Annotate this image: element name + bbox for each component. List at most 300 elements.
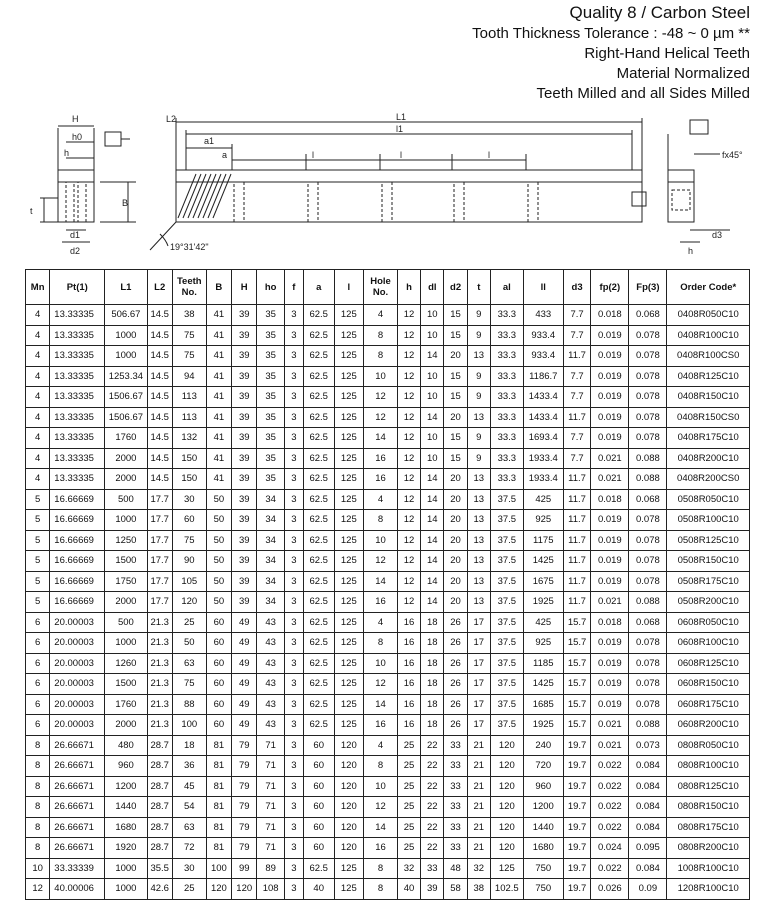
table-cell: 88 [172,694,206,715]
table-cell: 14.5 [147,387,172,408]
table-cell: 3 [284,346,303,367]
table-cell: 12 [397,510,420,531]
table-row [26,305,750,326]
table-cell: 1506.67 [105,387,147,408]
table-cell: 62.5 [303,633,334,654]
table-cell: 3 [284,653,303,674]
table-cell: 1000 [105,879,147,900]
table-cell: 43 [257,715,284,736]
table-cell: 0.068 [629,612,667,633]
column-header: L2 [147,270,172,305]
table-cell: 125 [334,366,364,387]
table-cell: 10 [364,776,398,797]
table-cell: 0.084 [629,756,667,777]
table-cell: 1253.34 [105,366,147,387]
table-cell: 18 [421,715,444,736]
column-header: Fp(3) [629,270,667,305]
table-cell: 5 [26,592,50,613]
table-cell: 3 [284,551,303,572]
table-cell: 33 [444,817,467,838]
table-cell: 16 [364,592,398,613]
table-cell: 125 [334,407,364,428]
table-cell: 12 [364,797,398,818]
table-cell: 14.5 [147,325,172,346]
table-cell: 1000 [105,633,147,654]
table-cell: 0.095 [629,838,667,859]
table-cell: 26.66671 [50,797,105,818]
table-cell: 0508R200C10 [667,592,750,613]
table-cell: 15 [444,428,467,449]
table-cell: 17.7 [147,551,172,572]
table-cell: 13.33335 [50,366,105,387]
table-cell: 0.021 [591,715,629,736]
table-cell: 100 [206,858,231,879]
table-cell: 8 [364,346,398,367]
table-cell: 150 [172,469,206,490]
table-cell: 12 [397,346,420,367]
table-cell: 0.078 [629,633,667,654]
table-cell: 35 [257,469,284,490]
table-cell: 13 [467,407,490,428]
table-cell: 0408R150C10 [667,387,750,408]
label-H: H [72,114,79,124]
table-cell: 62.5 [303,612,334,633]
table-cell: 45 [172,776,206,797]
table-cell: 60 [303,735,334,756]
table-cell: 7.7 [563,387,590,408]
table-cell: 37.5 [490,530,523,551]
table-cell: 11.7 [563,551,590,572]
table-cell: 18 [421,653,444,674]
table-cell: 5 [26,510,50,531]
material-text: Material Normalized [616,65,750,82]
table-cell: 15 [444,325,467,346]
table-cell: 0408R100C10 [667,325,750,346]
table-cell: 22 [421,756,444,777]
table-cell: 125 [334,592,364,613]
table-cell: 8 [364,633,398,654]
table-cell: 35 [257,346,284,367]
table-cell: 37.5 [490,653,523,674]
table-cell: 9 [467,428,490,449]
table-cell: 75 [172,530,206,551]
table-cell: 41 [206,346,231,367]
column-header: a [303,270,334,305]
table-cell: 1200 [523,797,563,818]
table-cell: 3 [284,305,303,326]
table-cell: 12 [397,571,420,592]
table-cell: 120 [334,735,364,756]
table-cell: 39 [232,305,257,326]
table-cell: 17 [467,653,490,674]
table-cell: 13 [467,510,490,531]
table-cell: 125 [334,674,364,695]
table-cell: 4 [26,325,50,346]
table-cell: 39 [232,571,257,592]
table-cell: 20 [444,510,467,531]
table-cell: 0408R200C10 [667,448,750,469]
table-cell: 18 [172,735,206,756]
table-cell: 12 [364,387,398,408]
table-cell: 0508R175C10 [667,571,750,592]
table-cell: 16 [364,448,398,469]
table-cell: 30 [172,489,206,510]
table-cell: 26 [444,674,467,695]
label-L2: L2 [166,114,177,124]
column-header: l [334,270,364,305]
table-cell: 33.3 [490,325,523,346]
table-cell: 16 [364,838,398,859]
table-cell: 19.7 [563,797,590,818]
table-cell: 0.084 [629,776,667,797]
table-cell: 62.5 [303,346,334,367]
table-cell: 34 [257,510,284,531]
table-cell: 925 [523,510,563,531]
table-cell: 33.3 [490,407,523,428]
table-cell: 32 [397,858,420,879]
table-cell: 0.019 [591,530,629,551]
table-cell: 25 [172,879,206,900]
table-cell: 17 [467,612,490,633]
table-cell: 4 [364,612,398,633]
table-cell: 26 [444,633,467,654]
table-cell: 58 [444,879,467,900]
table-cell: 0.019 [591,510,629,531]
table-cell: 9 [467,305,490,326]
table-cell: 0.019 [591,346,629,367]
table-cell: 0608R200C10 [667,715,750,736]
table-cell: 60 [206,674,231,695]
table-cell: 16 [364,715,398,736]
column-header: ll [523,270,563,305]
table-cell: 26.66671 [50,756,105,777]
table-cell: 125 [334,325,364,346]
table-cell: 11.7 [563,592,590,613]
table-cell: 11.7 [563,469,590,490]
table-cell: 1500 [105,551,147,572]
table-cell: 21.3 [147,694,172,715]
table-cell: 16 [397,674,420,695]
table-row [26,858,750,879]
table-cell: 50 [206,510,231,531]
table-cell: 0408R050C10 [667,305,750,326]
table-cell: 1760 [105,428,147,449]
table-cell: 1250 [105,530,147,551]
table-cell: 0.022 [591,776,629,797]
table-cell: 35 [257,387,284,408]
table-cell: 4 [26,346,50,367]
table-cell: 48 [444,858,467,879]
label-h-side: h [688,246,694,256]
table-cell: 17.7 [147,571,172,592]
table-row [26,674,750,695]
table-cell: 0508R050C10 [667,489,750,510]
table-cell: 26 [444,612,467,633]
table-cell: 933.4 [523,346,563,367]
table-cell: 81 [206,838,231,859]
table-cell: 62.5 [303,571,334,592]
table-cell: 25 [397,838,420,859]
table-row [26,530,750,551]
table-cell: 132 [172,428,206,449]
table-cell: 17 [467,694,490,715]
table-cell: 33.3 [490,366,523,387]
table-cell: 14 [421,592,444,613]
table-cell: 0.019 [591,674,629,695]
table-cell: 15 [444,366,467,387]
table-cell: 63 [172,653,206,674]
table-cell: 19.7 [563,817,590,838]
table-cell: 14.5 [147,407,172,428]
table-cell: 26.66671 [50,817,105,838]
table-cell: 1933.4 [523,448,563,469]
table-row [26,592,750,613]
table-cell: 60 [206,653,231,674]
table-cell: 18 [421,694,444,715]
table-cell: 16.66669 [50,551,105,572]
table-cell: 20.00003 [50,694,105,715]
table-cell: 28.7 [147,797,172,818]
table-cell: 17.7 [147,530,172,551]
table-cell: 25 [172,612,206,633]
table-row [26,735,750,756]
table-cell: 0.026 [591,879,629,900]
technical-drawings [0,110,760,260]
table-cell: 120 [232,879,257,900]
table-cell: 34 [257,592,284,613]
table-cell: 120 [334,797,364,818]
table-cell: 12 [364,551,398,572]
table-cell: 13 [467,571,490,592]
table-cell: 20 [444,530,467,551]
table-cell: 20.00003 [50,633,105,654]
table-cell: 2000 [105,448,147,469]
table-cell: 14.5 [147,346,172,367]
table-cell: 0.073 [629,735,667,756]
label-d3: d3 [712,230,723,240]
table-cell: 32 [467,858,490,879]
table-cell: 33.33339 [50,858,105,879]
table-cell: 33.3 [490,346,523,367]
table-cell: 34 [257,571,284,592]
table-row [26,776,750,797]
table-cell: 13 [467,469,490,490]
table-cell: 17.7 [147,510,172,531]
table-cell: 0608R050C10 [667,612,750,633]
table-cell: 12 [397,366,420,387]
table-cell: 62.5 [303,551,334,572]
table-cell: 0.078 [629,366,667,387]
table-cell: 28.7 [147,776,172,797]
table-cell: 10 [364,653,398,674]
table-cell: 16 [397,612,420,633]
spec-header [472,2,750,104]
table-cell: 62.5 [303,325,334,346]
table-cell: 125 [334,305,364,326]
table-cell: 13.33335 [50,448,105,469]
table-cell: 19.7 [563,879,590,900]
table-cell: 63 [172,817,206,838]
table-cell: 16.66669 [50,489,105,510]
label-B: B [122,198,129,208]
table-cell: 120 [334,756,364,777]
column-header: H [232,270,257,305]
table-cell: 0.088 [629,592,667,613]
column-header: f [284,270,303,305]
table-row [26,346,750,367]
table-cell: 81 [206,797,231,818]
table-row [26,571,750,592]
table-cell: 6 [26,653,50,674]
table-cell: 125 [334,387,364,408]
table-cell: 20.00003 [50,612,105,633]
table-cell: 10 [421,387,444,408]
column-header: t [467,270,490,305]
table-cell: 10 [364,366,398,387]
table-cell: 1425 [523,674,563,695]
table-cell: 41 [206,387,231,408]
table-cell: 125 [334,428,364,449]
table-row [26,633,750,654]
table-cell: 125 [334,346,364,367]
table-cell: 41 [206,469,231,490]
table-cell: 39 [232,448,257,469]
table-cell: 750 [523,879,563,900]
table-cell: 40.00006 [50,879,105,900]
quality-title: Quality 8 / Carbon Steel [569,3,750,22]
table-cell: 0.078 [629,571,667,592]
table-cell: 8 [26,776,50,797]
table-cell: 15.7 [563,715,590,736]
table-cell: 33.3 [490,469,523,490]
table-cell: 0.024 [591,838,629,859]
table-cell: 4 [26,407,50,428]
table-cell: 100 [172,715,206,736]
table-cell: 8 [364,879,398,900]
table-cell: 16 [397,653,420,674]
table-cell: 14 [364,571,398,592]
table-cell: 13.33335 [50,346,105,367]
table-cell: 13 [467,592,490,613]
table-cell: 0408R125C10 [667,366,750,387]
table-row [26,653,750,674]
table-cell: 1425 [523,551,563,572]
table-cell: 17 [467,715,490,736]
table-cell: 4 [364,735,398,756]
table-cell: 22 [421,776,444,797]
table-cell: 6 [26,612,50,633]
helix-text: Right-Hand Helical Teeth [584,45,750,62]
label-a1: a1 [204,136,215,146]
label-t: t [30,206,33,216]
table-cell: 120 [490,838,523,859]
table-cell: 1008R100C10 [667,858,750,879]
table-cell: 37.5 [490,674,523,695]
table-cell: 3 [284,756,303,777]
table-cell: 18 [421,633,444,654]
table-cell: 79 [232,756,257,777]
table-cell: 3 [284,858,303,879]
table-cell: 11.7 [563,407,590,428]
table-cell: 15.7 [563,694,590,715]
table-cell: 1506.67 [105,407,147,428]
table-cell: 0408R100CS0 [667,346,750,367]
table-cell: 1260 [105,653,147,674]
table-cell: 42.6 [147,879,172,900]
table-cell: 43 [257,653,284,674]
table-cell: 0.078 [629,346,667,367]
table-cell: 25 [397,817,420,838]
table-cell: 15.7 [563,653,590,674]
table-cell: 0.078 [629,530,667,551]
table-cell: 22 [421,838,444,859]
table-cell: 38 [172,305,206,326]
table-cell: 41 [206,407,231,428]
table-cell: 10 [26,858,50,879]
table-cell: 3 [284,325,303,346]
table-cell: 54 [172,797,206,818]
table-cell: 37.5 [490,592,523,613]
table-cell: 3 [284,797,303,818]
table-cell: 39 [232,428,257,449]
table-cell: 125 [334,551,364,572]
table-cell: 20 [444,407,467,428]
table-cell: 120 [334,776,364,797]
table-cell: 5 [26,551,50,572]
table-cell: 240 [523,735,563,756]
table-row [26,838,750,859]
table-cell: 125 [334,715,364,736]
table-cell: 33 [444,838,467,859]
table-cell: 39 [232,325,257,346]
table-cell: 102.5 [490,879,523,900]
table-row [26,817,750,838]
table-cell: 75 [172,674,206,695]
column-header: ho [257,270,284,305]
table-cell: 125 [334,612,364,633]
table-cell: 26 [444,694,467,715]
label-h0: h0 [72,132,83,142]
table-cell: 12 [397,305,420,326]
table-cell: 750 [523,858,563,879]
table-cell: 120 [490,797,523,818]
table-row [26,448,750,469]
table-cell: 0608R100C10 [667,633,750,654]
table-cell: 1175 [523,530,563,551]
column-header: dl [421,270,444,305]
table-cell: 7.7 [563,366,590,387]
table-cell: 30 [172,858,206,879]
table-cell: 0608R125C10 [667,653,750,674]
table-cell: 18 [421,612,444,633]
table-cell: 60 [303,817,334,838]
table-cell: 49 [232,633,257,654]
table-cell: 125 [334,469,364,490]
table-cell: 0.078 [629,428,667,449]
table-cell: 33 [444,776,467,797]
table-cell: 39 [421,879,444,900]
table-cell: 16.66669 [50,510,105,531]
table-cell: 16 [397,694,420,715]
table-cell: 13 [467,551,490,572]
label-l-3: l [488,150,490,160]
table-cell: 43 [257,612,284,633]
column-header: al [490,270,523,305]
table-cell: 33 [444,797,467,818]
table-cell: 37.5 [490,633,523,654]
table-cell: 71 [257,797,284,818]
table-cell: 12 [397,530,420,551]
